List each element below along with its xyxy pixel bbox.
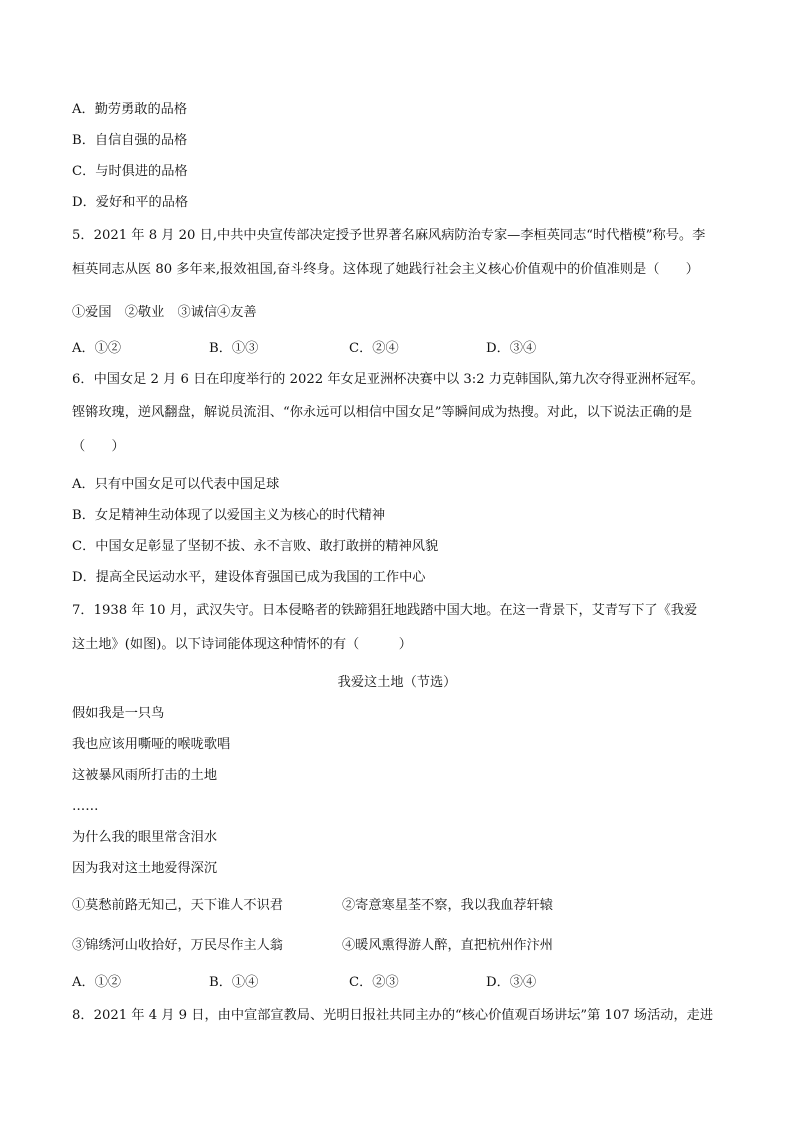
q6-stem-line1: 6．中国女足 2 月 6 日在印度举行的 2022 年女足亚洲杯决赛中以 3:2 力克韩国队,第九次夺得亚洲杯冠军。 bbox=[72, 372, 704, 387]
q7-choice-1: ①莫愁前路无知己，天下谁人不识君 bbox=[72, 898, 283, 913]
q7-option-d: D．③④ bbox=[486, 975, 537, 990]
q6-stem-line2: 铿锵玫瑰，逆风翻盘，解说员流泪、“你永远可以相信中国女足”等瞬间成为热搜。对此，以下说法正确的是 bbox=[72, 405, 693, 420]
q7-option-c: C．②③ bbox=[349, 975, 399, 990]
q4-option-d: D．爱好和平的品格 bbox=[72, 195, 189, 210]
q6-option-c: C．中国女足彰显了坚韧不拔、永不言败、敢打敢拼的精神风貌 bbox=[72, 539, 439, 554]
q7-stem-line1: 7．1938 年 10 月，武汉失守。日本侵略者的铁蹄猖狂地践踏中国大地。在这一背景下，艾青写下了《我爱 bbox=[72, 603, 698, 618]
q8-stem-line1: 8．2021 年 4 月 9 日，由中宣部宣教局、光明日报社共同主办的“核心价值观百场讲坛”第 107 场活动，走进 bbox=[72, 1008, 714, 1023]
poem-line: 为什么我的眼里常含泪水 bbox=[72, 830, 218, 845]
q5-option-c: C．②④ bbox=[349, 341, 399, 356]
q7-choice-4: ④暖风熏得游人醉，直把杭州作汴州 bbox=[342, 938, 553, 953]
q5-option-d: D．③④ bbox=[486, 341, 537, 356]
q5-stem-line1: 5．2021 年 8 月 20 日,中共中央宣传部决定授予世界著名麻风病防治专家—李桓英同志“时代楷模”称号。李 bbox=[72, 228, 706, 243]
poem-line: 假如我是一只鸟 bbox=[72, 706, 165, 721]
q4-option-b: B．自信自强的品格 bbox=[72, 133, 188, 148]
q6-option-d: D．提高全民运动水平，建设体育强国已成为我国的工作中心 bbox=[72, 570, 426, 585]
q4-option-a: A．勤劳勇敢的品格 bbox=[72, 102, 188, 117]
q5-choices: ①爱国 ②敬业 ③诚信④友善 bbox=[72, 305, 257, 320]
q7-stem-line2: 这土地》(如图)。以下诗词能体现这种情怀的有（ ） bbox=[72, 637, 412, 652]
poem-ellipsis: …… bbox=[72, 799, 99, 814]
q4-option-c: C．与时俱进的品格 bbox=[72, 164, 188, 179]
q6-option-b: B．女足精神生动体现了以爱国主义为核心的时代精神 bbox=[72, 508, 386, 523]
poem-line: 我也应该用嘶哑的喉咙歌唱 bbox=[72, 737, 231, 752]
q5-option-a: A．①② bbox=[72, 341, 122, 356]
q7-option-a: A．①② bbox=[72, 975, 122, 990]
q5-stem-line2: 桓英同志从医 80 多年来,报效祖国,奋斗终身。这体现了她践行社会主义核心价值观中的价值准则是（ ） bbox=[72, 262, 699, 277]
q5-option-b: B．①③ bbox=[209, 341, 259, 356]
q6-option-a: A．只有中国女足可以代表中国足球 bbox=[72, 477, 280, 492]
q7-choice-2: ②寄意寒星荃不察，我以我血荐轩辕 bbox=[342, 898, 553, 913]
poem-title: 我爱这土地（节选） bbox=[337, 675, 457, 690]
poem-line: 因为我对这土地爱得深沉 bbox=[72, 861, 218, 876]
q7-option-b: B．①④ bbox=[209, 975, 259, 990]
q7-choice-3: ③锦绣河山收拾好，万民尽作主人翁 bbox=[72, 938, 283, 953]
poem-line: 这被暴风雨所打击的土地 bbox=[72, 768, 218, 783]
q6-stem-line3: （ ） bbox=[72, 439, 125, 454]
